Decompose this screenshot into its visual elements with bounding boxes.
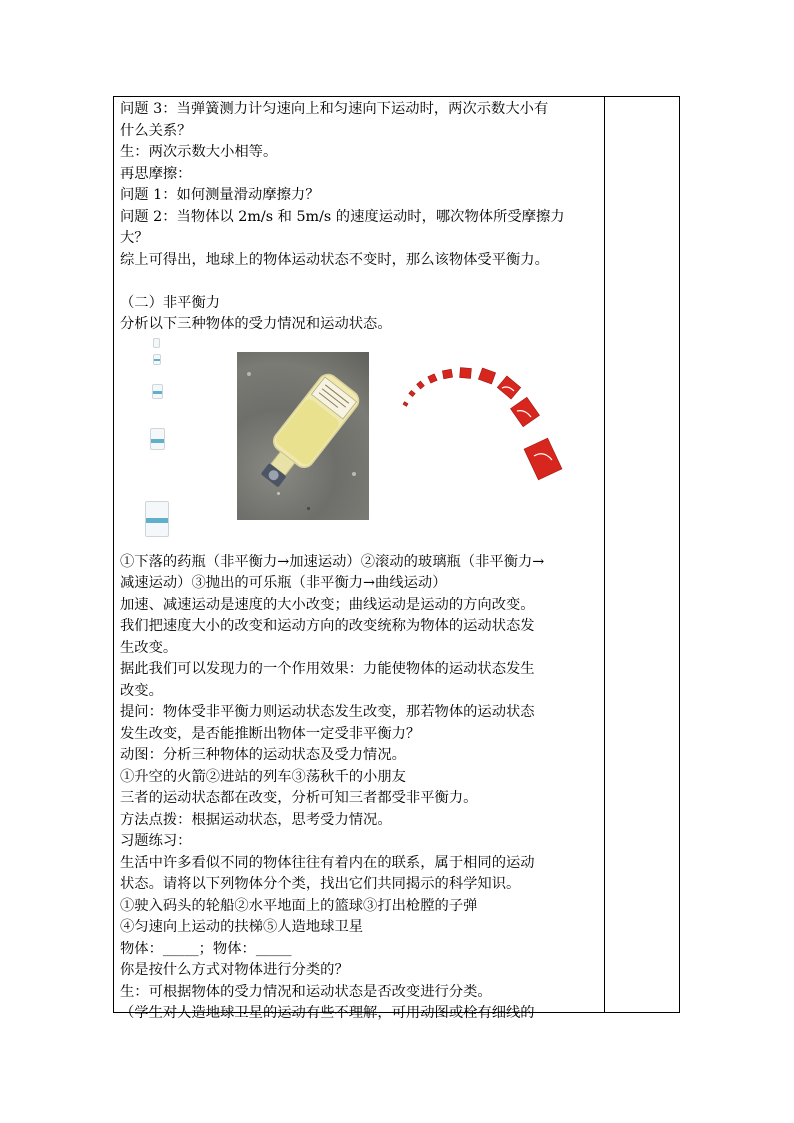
text-line: 你是按什么方式对物体进行分类的？ xyxy=(120,962,349,978)
rolling-bottle-photo xyxy=(237,352,369,520)
text-line: 生改变。 xyxy=(120,639,178,656)
image-row xyxy=(120,338,598,552)
text-line: 动图：分析三种物体的运动状态及受力情况。 xyxy=(120,747,406,763)
text-line: 加速、减速运动是速度的大小改变；曲线运动是运动的方向改变。 xyxy=(120,596,535,613)
text-line: 生：可根据物体的受力情况和运动状态是否改变进行分类。 xyxy=(120,983,492,1000)
text-line: 问题 1：如何测量滑动摩擦力？ xyxy=(120,187,320,203)
text-line: ①驶入码头的轮船②水平地面上的篮球③打出枪膛的子弹 xyxy=(120,897,478,914)
text-line: 大？ xyxy=(120,230,149,246)
text-line: 三者的运动状态都在改变，分析可知三者都受非平衡力。 xyxy=(120,790,478,806)
text-line: 生：两次示数大小相等。 xyxy=(120,144,278,160)
text-line: 我们把速度大小的改变和运动方向的改变统称为物体的运动状态发 xyxy=(120,618,535,634)
vial-frame xyxy=(145,501,169,537)
text-line: 问题 3：当弹簧测力计匀速向上和匀速向下运动时，两次示数大小有 xyxy=(120,101,549,117)
text-line: 什么关系？ xyxy=(120,122,192,139)
text-block-2 xyxy=(120,552,598,1025)
vial-frame xyxy=(153,354,161,365)
text-line: 提问：物体受非平衡力则运动状态发生改变，那若物体的运动状态 xyxy=(120,704,535,720)
text-line: 状态。请将以下列物体分个类，找出它们共同揭示的科学知识。 xyxy=(120,876,521,892)
text-line: 发生改变，是否能推断出物体一定受非平衡力？ xyxy=(120,725,421,742)
text-line: 问题 2：当物体以 2m/s 和 5m/s 的速度运动时，哪次物体所受摩擦力 xyxy=(120,208,565,225)
text-line: 改变。 xyxy=(120,682,163,699)
text-line: 生活中许多看似不同的物体往往有着内在的联系，属于相同的运动 xyxy=(120,854,535,871)
vial-frame xyxy=(152,384,163,399)
text-line: 物体：_____；物体：_____ xyxy=(120,940,292,957)
text-line: 方法点拨：根据运动状态，思考受力情况。 xyxy=(120,811,392,828)
text-line: ④匀速向上运动的扶梯⑤人造地球卫星 xyxy=(120,919,364,935)
text-line: 减速运动）③抛出的可乐瓶（非平衡力→曲线运动） xyxy=(120,575,447,591)
thrown-cola-can-image xyxy=(396,358,572,498)
text-line: （二）非平衡力 xyxy=(120,294,221,311)
text-block-1 xyxy=(120,99,598,336)
text-line: （学生对人造地球卫星的运动有些不理解，可用动图或栓有细线的 xyxy=(120,1005,535,1021)
vial-frame xyxy=(153,338,160,348)
text-line: 分析以下三种物体的受力情况和运动状态。 xyxy=(120,316,392,332)
text-line: 再思摩擦： xyxy=(120,165,192,182)
text-line: 据此我们可以发现力的一个作用效果：力能使物体的运动状态发生 xyxy=(120,661,535,677)
column-divider xyxy=(604,97,605,1012)
text-line: ①下落的药瓶（非平衡力→加速运动）②滚动的玻璃瓶（非平衡力→ xyxy=(120,553,545,570)
text-line: 综上可得出，地球上的物体运动状态不变时，那么该物体受平衡力。 xyxy=(120,251,549,268)
falling-vial-image xyxy=(140,338,180,552)
blank-line xyxy=(120,271,598,293)
lesson-table xyxy=(113,96,680,1021)
lesson-content xyxy=(120,99,598,1025)
text-line: ①升空的火箭②进站的列车③荡秋千的小朋友 xyxy=(120,768,406,785)
vial-frame xyxy=(150,428,165,450)
text-line: 习题练习： xyxy=(120,833,192,849)
